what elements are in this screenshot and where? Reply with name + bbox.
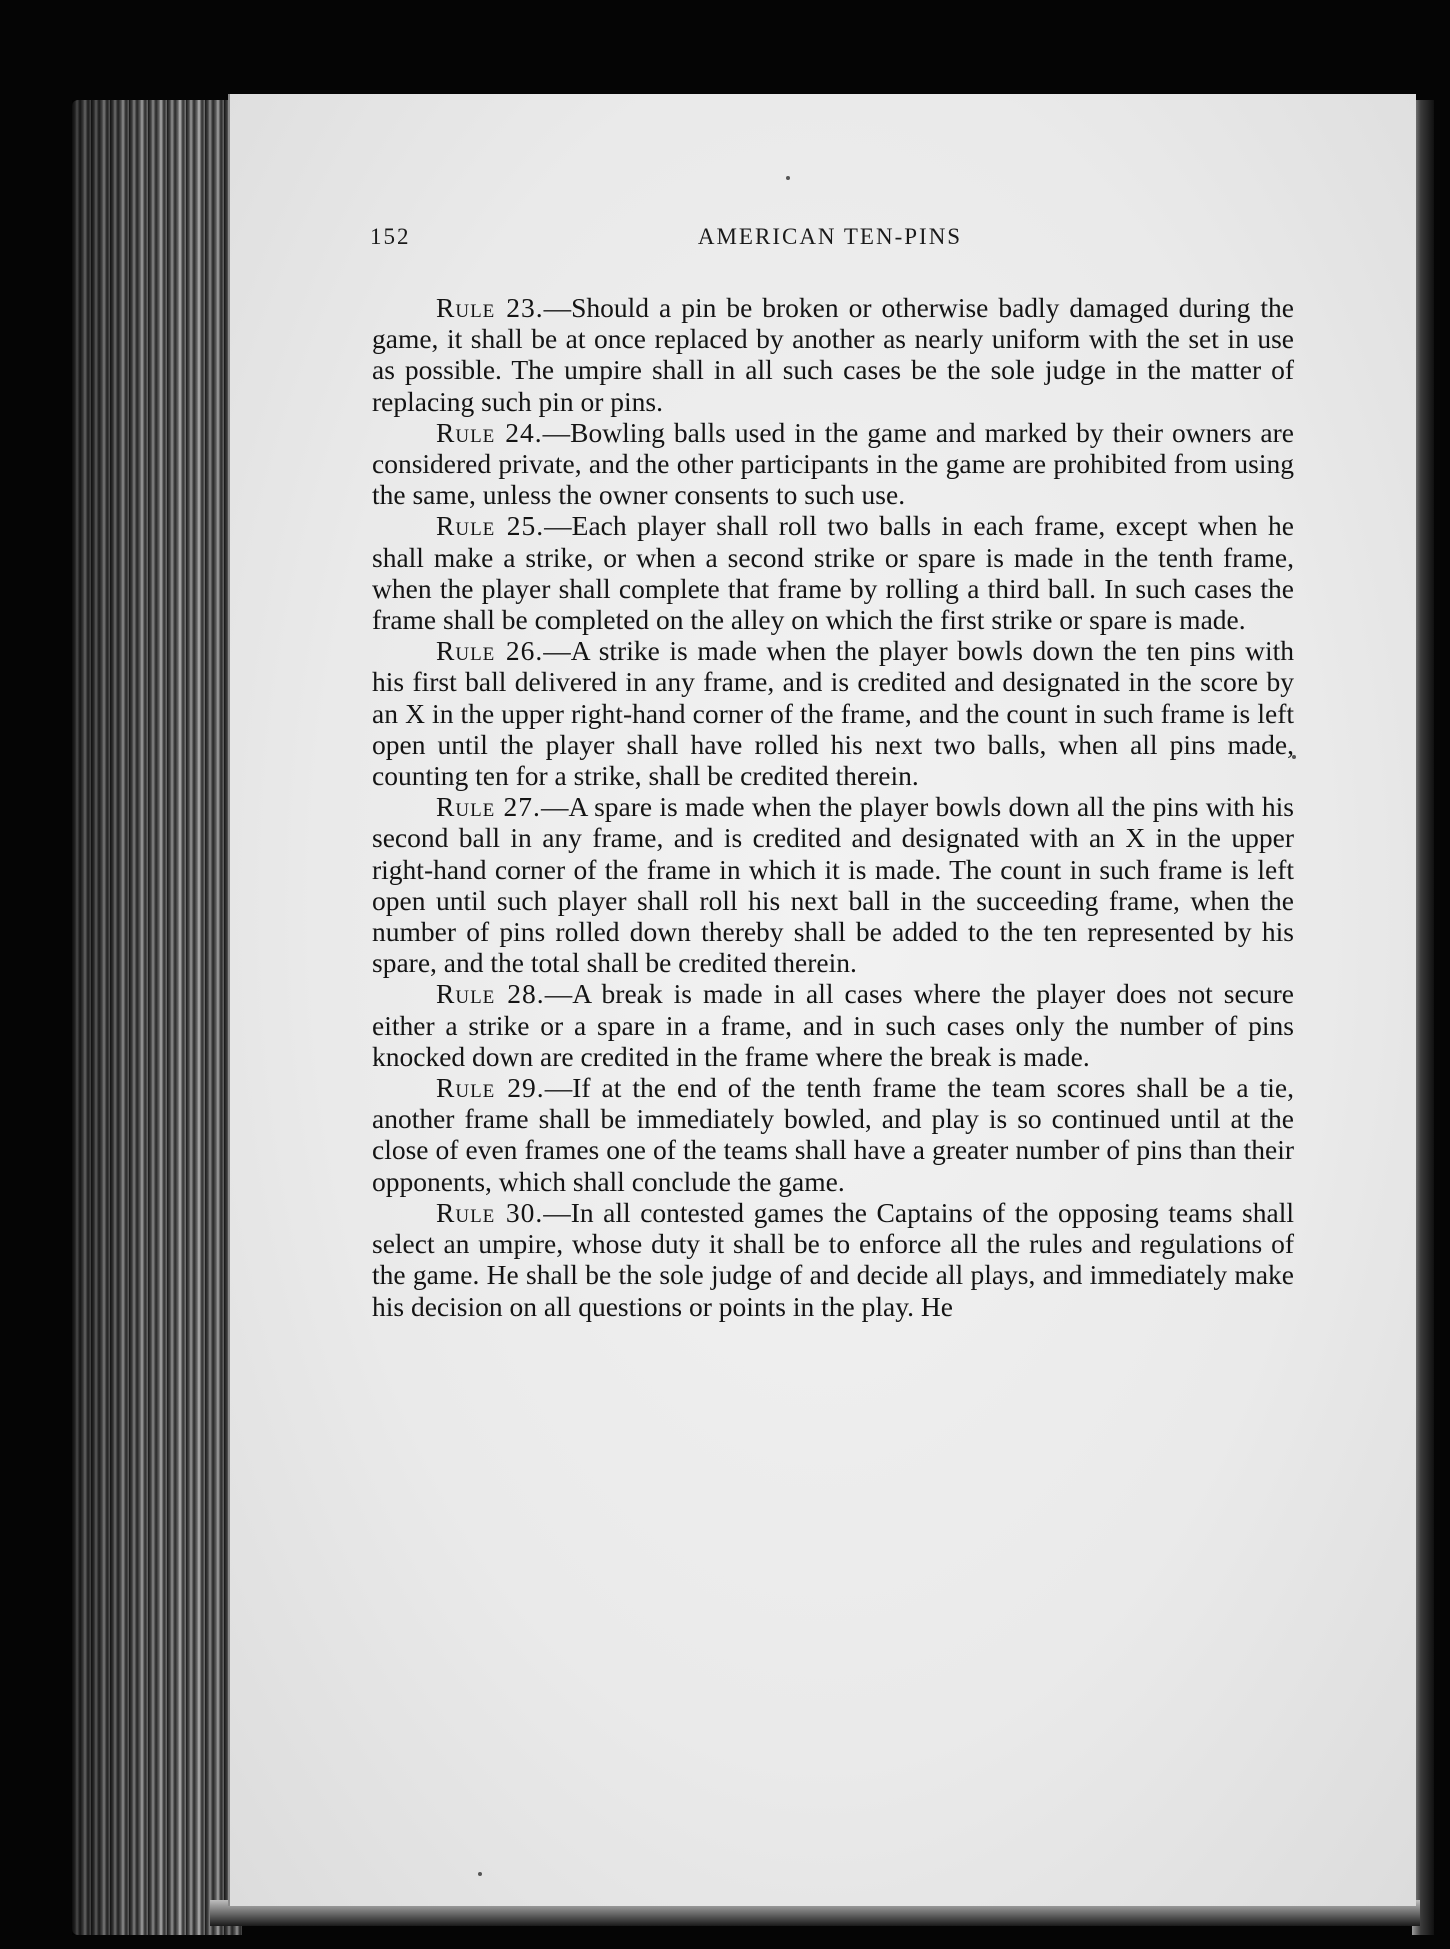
rule-paragraph-23 xyxy=(372,292,1294,417)
rule-paragraph-29 xyxy=(372,1072,1294,1197)
dust-speck xyxy=(786,176,790,180)
rule-paragraph-26 xyxy=(372,635,1294,791)
rule-text: —A break is made in all cases where the player does not secure either a strike or a spare in a frame, and in such cases only the number of pins knocked down are credited in the frame where the break is made. xyxy=(372,978,1294,1072)
rule-label: Rule 28. xyxy=(436,978,545,1010)
rule-label: Rule 27. xyxy=(436,791,541,823)
rule-text: —Each player shall roll two balls in each frame, except when he shall make a strike, or when a second strike or spare is made in the tenth frame, when the player shall complete that frame by rolling a third ball. In such cases the frame shall be completed on the alley on which the first strike or spare is made. xyxy=(372,510,1294,636)
rules-text xyxy=(372,292,1294,1322)
running-title: AMERICAN TEN-PINS xyxy=(697,224,963,249)
rule-paragraph-24 xyxy=(372,417,1294,511)
rule-text: —If at the end of the tenth frame the team scores shall be a tie, another frame shall be immediately bowled, and play is so continued until at the close of even frames one of the teams shall have a greater number of pins than their opponents, which shall conclude the game. xyxy=(372,1072,1294,1197)
rule-text: —A strike is made when the player bowls down the ten pins with his first ball delivered in any frame, and is credited and designated in the score by an X in the upper right-hand corner of the frame, and the count in such frame is left open until the player shall have rolled his next two balls, when all pins made, counting ten for a strike, shall be credited therein. xyxy=(372,635,1294,792)
rule-label: Rule 24. xyxy=(436,416,543,448)
rule-label: Rule 30. xyxy=(436,1196,544,1228)
rule-text: —A spare is made when the player bowls down all the pins with his second ball in any frame, and is credited and designated with an X in the upper right-hand corner of the frame in which it is made. The count in such frame is left open until such player shall roll his next ball in the succeeding frame, when the number of pins rolled down thereby shall be added to the ten represented by his spare, and the total shall be credited therein. xyxy=(372,791,1294,979)
rule-paragraph-30 xyxy=(372,1197,1294,1322)
rule-text: —Should a pin be broken or otherwise badly damaged during the game, it shall be at once replaced by another as nearly uniform with the set in use as possible. The umpire shall in all such cases be the sole judge in the matter of replacing such pin or pins. xyxy=(372,292,1294,417)
rule-label: Rule 29. xyxy=(436,1072,545,1104)
rule-label: Rule 25. xyxy=(436,510,545,542)
running-head xyxy=(370,224,1290,254)
page-number: 152 xyxy=(370,224,411,249)
rule-text: —In all contested games the Captains of the opposing teams shall select an umpire, whose duty it shall be to enforce all the rules and regulations of the game. He shall be the sole judge of and decide all plays, and immediately make his decision on all questions or points in the play. He xyxy=(372,1196,1294,1322)
rule-paragraph-25 xyxy=(372,510,1294,635)
rule-paragraph-27 xyxy=(372,791,1294,978)
book-edge-shadow xyxy=(72,100,242,1935)
rule-label: Rule 26. xyxy=(436,635,544,667)
dust-speck xyxy=(478,1872,482,1876)
rule-label: Rule 23. xyxy=(436,292,544,323)
rule-text: —Bowling balls used in the game and marked by their owners are considered private, and the other participants in the game are prohibited from using the same, unless the owner consents to such use. xyxy=(372,416,1295,511)
rule-paragraph-28 xyxy=(372,978,1294,1072)
